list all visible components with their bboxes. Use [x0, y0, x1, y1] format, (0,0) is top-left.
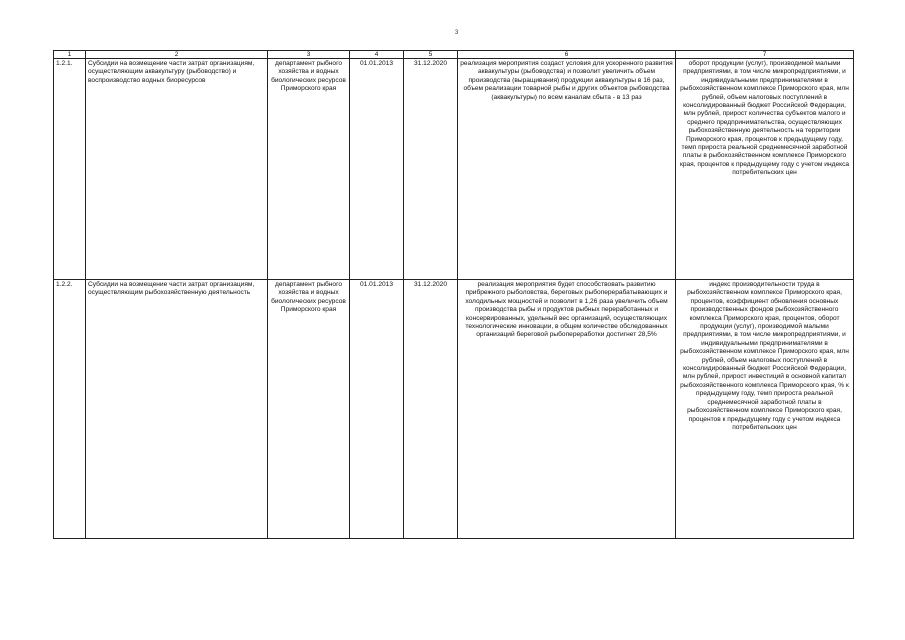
row-number: 1.2.2. — [54, 280, 86, 539]
expected-result: реализация мероприятия создаст условия для ускоренного развития аквакультуры (рыбоводства) и позволит увеличить объем производства (выращивания) продукции аквакультуры в 16 раз, объем реализации товарной рыбы и других объектов рыбоводства (аквакультуры) по всем каналам сбыта - в 13 раз — [458, 59, 676, 280]
indicators: оборот продукции (услуг), производимой малыми предприятиями, в том числе микропредприятиями, и индивидуальными предпринимателями в рыбохозяйственном комплексе Приморского края, млн рублей, объем налоговых поступлений в консолидированный бюджет Российской Федерации, млн рублей, прирост количества субъектов малого и среднего предпринимательства, осуществляющих рыбохозяйственную деятельность на территории Приморского края, процентов к предыдущему году, темп прироста реальной среднемесячной заработной платы в рыбохозяйственном комплексе Приморского края, процентов к предыдущему году с учетом индекса потребительских цен — [676, 59, 854, 280]
start-date: 01.01.2013 — [350, 59, 404, 280]
column-header: 2 — [86, 51, 268, 59]
table-row — [54, 59, 854, 280]
indicators: индекс производительности труда в рыбохозяйственном комплексе Приморского края, процентов, коэффициент обновления основных производственных фондов рыбохозяйственного комплекса Приморского края, процентов, оборот продукции (услуг), производимой малыми предприятиями, в том числе микропредприятиями, и индивидуальными предпринимателями в рыбохозяйственном комплексе Приморского края, млн рублей, объем налоговых поступлений в консолидированный бюджет Российской Федерации, млн рублей, прирост инвестиций в основной капитал рыбохозяйственного комплекса Приморского края, % к предыдущему году, темп прироста реальной среднемесячной заработной платы в рыбохозяйственном комплексе Приморского края, процентов к предыдущему году с учетом индекса потребительских цен — [676, 280, 854, 539]
executor: департамент рыбного хозяйства и водных биологических ресурсов Приморского края — [268, 280, 350, 539]
column-header: 3 — [268, 51, 350, 59]
column-header: 5 — [404, 51, 458, 59]
end-date: 31.12.2020 — [404, 59, 458, 280]
end-date: 31.12.2020 — [404, 280, 458, 539]
row-number: 1.2.1. — [54, 59, 86, 280]
header-row — [54, 51, 854, 59]
column-header: 7 — [676, 51, 854, 59]
measures-table — [53, 50, 854, 539]
column-header: 4 — [350, 51, 404, 59]
start-date: 01.01.2013 — [350, 280, 404, 539]
table-row — [54, 280, 854, 539]
expected-result: реализация мероприятия будет способствовать развитию прибрежного рыболовства, береговых рыбоперерабатывающих и холодильных мощностей и позволит в 1,26 раза увеличить объем производства рыбы и продуктов рыбных переработанных и консервированных, удельный вес организаций, осуществляющих технологические инновации, в общем количестве обследованных организаций береговой рыбопереработки достигнет 28,5% — [458, 280, 676, 539]
executor: департамент рыбного хозяйства и водных биологических ресурсов Приморского края — [268, 59, 350, 280]
page-number: 3 — [455, 30, 459, 36]
column-header: 6 — [458, 51, 676, 59]
measure-name: Субсидии на возмещение части затрат организациям, осуществляющим аквакультуру (рыбоводство) и воспроизводство водных биоресурсов — [86, 59, 268, 280]
column-header: 1 — [54, 51, 86, 59]
measure-name: Субсидии на возмещение части затрат организациям, осуществляющим рыбохозяйственную деятельность — [86, 280, 268, 539]
